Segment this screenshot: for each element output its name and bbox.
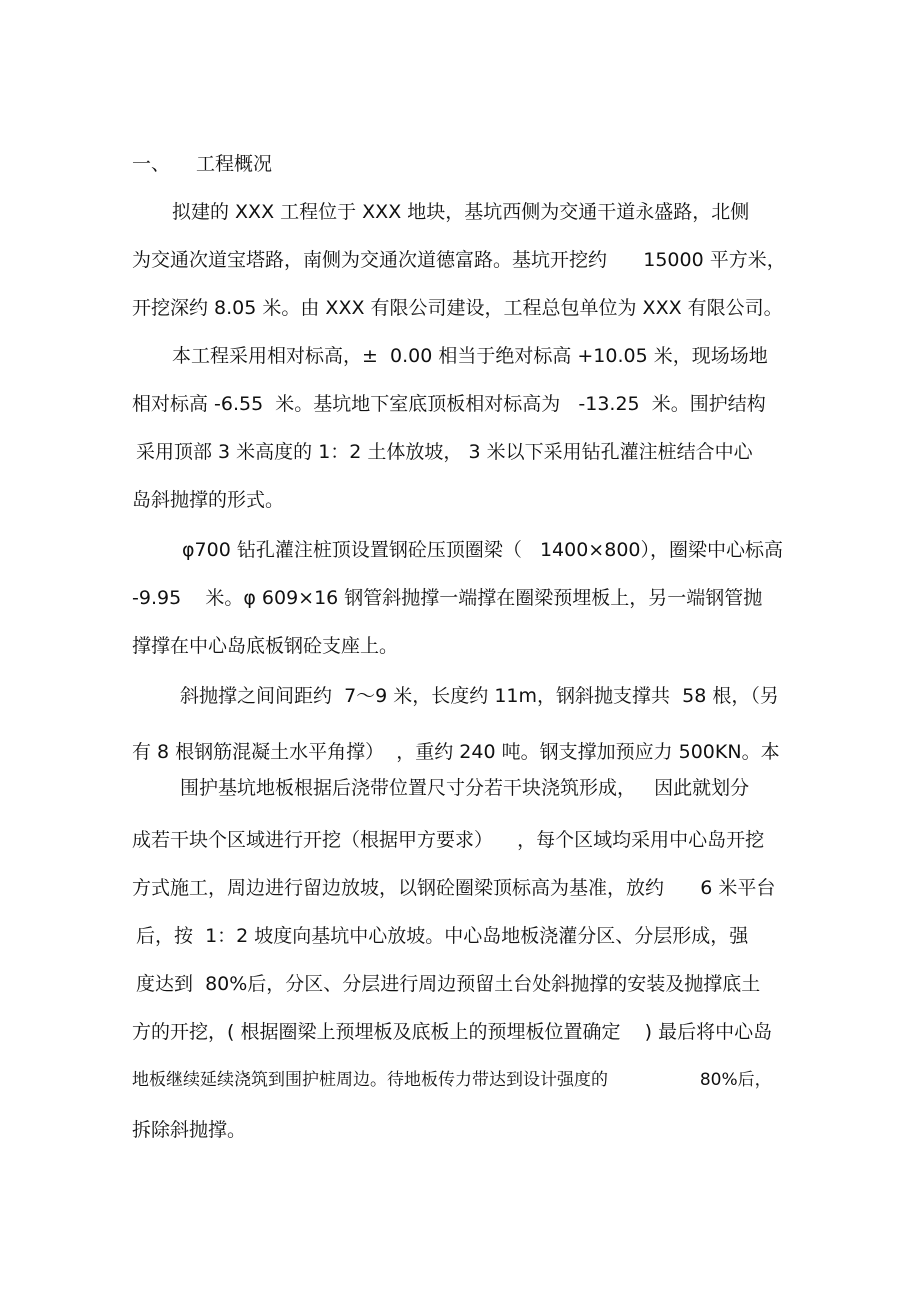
text-line: 撑撑在中心岛底板钢砼支座上。: [132, 635, 399, 657]
text-line: 采用顶部 3 米高度的 1：2 土体放坡， 3 米以下采用钻孔灌注桩结合中心: [136, 441, 753, 463]
text-line: 方的开挖，( 根据圈梁上预埋板及底板上的预埋板位置确定 ) 最后将中心岛: [132, 1021, 773, 1043]
text-line: -9.95 米。φ 609×16 钢管斜抛撑一端撑在圈梁预埋板上，另一端钢管抛: [132, 587, 763, 609]
text-line: 拆除斜抛撑。: [132, 1119, 247, 1141]
text-line: 围护基坑地板根据后浇带位置尺寸分若干块浇筑形成， 因此就划分: [180, 777, 750, 799]
text-line: 后，按 1：2 坡度向基坑中心放坡。中心岛地板浇灌分区、分层形成，强: [136, 925, 749, 947]
text-line: 开挖深约 8.05 米。由 XXX 有限公司建设，工程总包单位为 XXX 有限公司。: [132, 297, 783, 319]
text-line: 斜抛撑之间间距约 7～9 米，长度约 11m，钢斜抛支撑共 58 根，（另: [180, 685, 779, 707]
text-line: 岛斜抛撑的形式。: [132, 489, 285, 511]
text-line: 拟建的 XXX 工程位于 XXX 地块，基坑西侧为交通干道永盛路，北侧: [172, 201, 750, 223]
text-line: 度达到 80%后，分区、分层进行周边预留土台处斜抛撑的安装及抛撑底土: [136, 973, 761, 995]
text-line: 地板继续延续浇筑到围护桩周边。待地板传力带达到设计强度的 80%后，: [132, 1070, 772, 1090]
text-line: 成若干块个区域进行开挖（根据甲方要求） ，每个区域均采用中心岛开挖: [132, 829, 765, 851]
text-line: 有 8 根钢筋混凝土水平角撑） ，重约 240 吨。钢支撑加预应力 500KN。本: [132, 741, 780, 763]
text-line: 本工程采用相对标高，± 0.00 相当于绝对标高 +10.05 米，现场场地: [172, 345, 768, 367]
heading-title: 工程概况: [196, 153, 273, 175]
text-line: 相对标高 -6.55 米。基坑地下室底顶板相对标高为 -13.25 米。围护结构: [132, 393, 766, 415]
text-line: 为交通次道宝塔路，南侧为交通次道德富路。基坑开挖约 15000 平方米，: [132, 249, 786, 271]
heading-number: 一、: [132, 153, 171, 175]
text-line: φ700 钻孔灌注桩顶设置钢砼压顶圈梁（ 1400×800），圈梁中心标高: [182, 539, 783, 561]
text-line: 方式施工，周边进行留边放坡，以钢砼圈梁顶标高为基准，放约 6 米平台: [132, 877, 776, 899]
